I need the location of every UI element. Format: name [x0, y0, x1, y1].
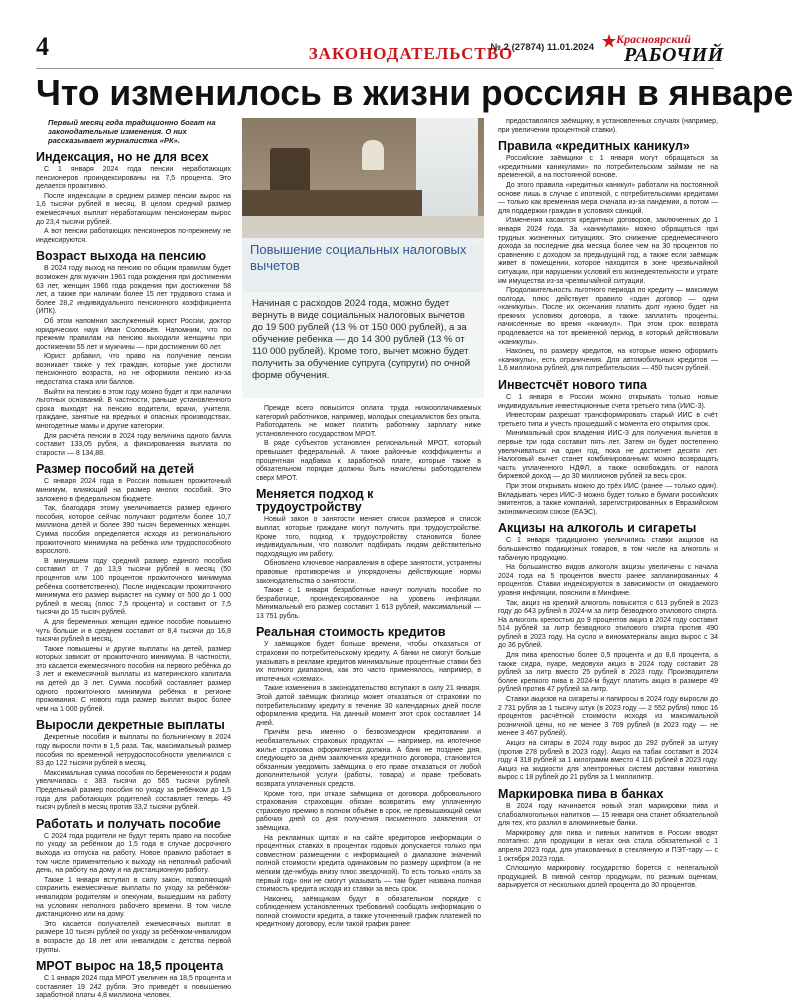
- paragraph: У заёмщиков будет больше времени, чтобы отказаться от страховки по потребительскому кредиту. А банки не смогут больше указывать в рекламе кредитов минимальные процентные ставки без их полного диапазона, как это часто применялось, например, в ипотечных «схемах».: [256, 641, 481, 683]
- photo-caption: Повышение социальных налоговых вычетов: [250, 242, 467, 273]
- paragraph: Выйти на пенсию в этом году можно будет и при наличии льготных оснований. В частности, раньше установленного срока выходят на пенсию водители, врачи, учителя, граждане, занятые на вредных и опасных производствах, многодетные мамы и другие категории.: [36, 388, 231, 431]
- paragraph: С 1 января 2024 года МРОТ увеличен на 18,5 процента и составляет 19 242 рубля. Это приведёт к повышению заработной платы 4,8 миллиона человек.: [36, 975, 231, 1000]
- photo-lamp: [362, 140, 384, 170]
- paragraph: С января 2024 года в России повышен прожиточный минимум, влияющий на размер многих пособий. Это заложено в федеральном бюджете.: [36, 478, 231, 503]
- paragraph: Для пива крепостью более 0,5 процента и до 8,6 процента, а также сидра, пуаре, медовухи акциз в 2024 году составит 28 рублей за литр вместо 25 рублей в 2023 году. Производители более крепкого пива в 2024-м будут платить акциз в размере 49 рублей против 47 рублей за литр.: [498, 652, 718, 694]
- lead-paragraph: Первый месяц года традиционно богат на законодательные изменения. О них рассказывает журналистка «РК».: [48, 118, 216, 145]
- paragraph: С 1 января традиционно увеличились ставки акцизов на большинство подакцизных товаров, в том числе на алкоголь и табачную продукцию.: [498, 537, 718, 562]
- section-heading: Инвестсчёт нового типа: [498, 378, 647, 393]
- paragraph: предоставлялся заёмщику, в установленных случаях (например, при увеличении процентной ставки).: [498, 118, 718, 134]
- paragraph: Новый закон о занятости меняет список размеров и список выплат, которые граждане могут получить при трудоустройстве. Кроме того, подход к трудоустройству становится более индивидуальным, что позволит подбирать людям действительно подходящую им работу.: [256, 516, 481, 558]
- paragraph: Такие изменения в законодательство вступают в силу 21 января. Этой датой заёмщик физлицо может отказаться от страховки по потребительскому кредиту в течение 30 календарных дней после оформления кредита. На данный момент этот срок составляет 14 дней.: [256, 685, 481, 727]
- section-heading: Правила «кредитных каникул»: [498, 139, 690, 154]
- paragraph: Также с 1 января безработные начнут получать пособие по безработице, проиндексированное на уровень инфляции. Минимальный его размер составит 1 613 рублей, максимальный — 13 751 рубль.: [256, 587, 481, 620]
- paragraph: Прежде всего повысится оплата труда низкооплачиваемых категорий работников, например, молодых специалистов без опыта. Работодатель не может платить работнику зарплату ниже установленного государством МРОТ.: [256, 405, 481, 438]
- paragraph: До этого правила «кредитных каникул» работали на постоянной основе лишь в случае с ипотекой, с потребительскими кредитами — только как временная мера сначала из-за пандемии, а потом — для поддержки граждан в условиях санкций.: [498, 181, 718, 215]
- paragraph: Сплошную маркировку государство борется с нелегальной продукцией. В пивной сектор продукции, по разным оценкам, варьируется от нескольких долей процента до 30 процентов.: [498, 865, 718, 890]
- paragraph: В минувшем году средний размер единого пособия составил от 7 до 13,9 тысячи рублей в месяц (50 процентов или 100 процентов прожиточного минимума ребёнка соответственно). После индексации прожиточного минимума его размер вырастет на сумму от 500 до 1 000 рублей в месяц (плюс 7,5 процента) и составит от 7,5 тысячи до 15 тысяч рублей.: [36, 557, 231, 617]
- paragraph: Ставки акцизов на сигареты и папиросы в 2024 году выросли до 2 731 рубля за 1 тысячу штук (в 2023 году — 2 552 рубля) плюс 16 процентов расчётной стоимости исходя из максимальной розничной цены, но не менее 3 709 рублей (в 2023 году — не менее 3 467 рублей).: [498, 696, 718, 738]
- section-heading: Реальная стоимость кредитов: [256, 625, 446, 640]
- issue-info: № 2 (27874) 11.01.2024: [490, 42, 594, 53]
- photo-classroom: [242, 118, 484, 398]
- paragraph: Кроме того, при отказе заёмщика от договора добровольного страхования страховщик обязан возвратить ему уплаченную страховую премию в полном объёме в срок, не превышающий семи рабочих дней со дня получения письменного заявления от заёмщика.: [256, 790, 481, 832]
- paragraph: Так, благодаря этому увеличивается размер единого пособия, которое сейчас получают родители более 10,7 миллиона детей и более 390 тысяч беременных женщин. Сумма пособия определяется исходя из регионального прожиточного минимума на ребёнка или трудоспособного взрослого.: [36, 505, 231, 556]
- paragraph: С 1 января в России можно открывать только новые индивидуальные инвестиционные счета третьего типа (ИИС-3).: [498, 394, 718, 410]
- paragraph: Обновлено ключевое направления в сфере занятости, устранены правовые противоречия и упорядочены действующие нормы законодательства о занятости.: [256, 560, 481, 585]
- section-heading: Маркировка пива в банках: [498, 786, 664, 801]
- paragraph: С 1 января 2024 года пенсии неработающих пенсионеров проиндексированы на 7,5 процента. Это делается проактивно.: [36, 166, 231, 191]
- section-heading: Возраст выхода на пенсию: [36, 249, 207, 264]
- paragraph: В ряде субъектов установлен региональный МРОТ, который превышает федеральный. А также районные коэффициенты и процентная надбавка к заработной плате, которые также в обязательном порядке должны быть начислены работодателем сверх МРОТ.: [256, 440, 481, 482]
- info-box-text: Начиная с расходов 2024 года, можно будет вернуть в виде социальных налоговых вычетов до 19 500 рублей (13 % от 150 000 рублей), а за обучение ребенка — до 14 300 рублей (13 % от 110 000 рублей). Кроме того, вычет можно будет получить за обучение супруга (супруги) по очной форме обучения.: [252, 298, 471, 381]
- paragraph: Продолжительность льготного периода по кредиту — максимум полгода, плюс действует правило «один договор — одни «каникулы». После их окончания платить долг нужно будет на прежних условиях договора, а также заплатить проценты, начисленные во время «каникул». При этом срок возврата продлевается на тот временной период, в который действовали «каникулы».: [498, 287, 718, 346]
- photo-chair: [270, 148, 310, 192]
- info-box: [242, 292, 484, 398]
- section-heading: Работать и получать пособие: [36, 816, 221, 831]
- paragraph: Это касается получателей ежемесячных выплат в размере 10 тысяч рублей по уходу за ребёнком-инвалидом в возрасте до 18 лет или инвалидом с детства первой группы.: [36, 920, 231, 954]
- paragraph: На большинство видов алкоголя акцизы увеличены с начала 2024 года на 5 процентов вместо ранее запланированных 4 процентов. Ставки индексируются в зависимости от ожидаемого уровня инфляции, пояснили в Минфине.: [498, 564, 718, 597]
- paragraph: После индексации в среднем размер пенсии вырос на 1,6 тысячи рублей в месяц. В целом средний размер ежемесячных выплат неработающим пенсионерам вырос до 23,4 тысячи рублей.: [36, 192, 231, 226]
- paragraph: Максимальная сумма пособия по беременности и родам увеличилась с 383 тысячи до 565 тысячи рублей. Предельный размер пособия по уходу за ребёнком до 1,5 года для работающих родителей составляет теперь 49 тысяч рублей в месяц против 33,2 тысячи рублей.: [36, 769, 231, 812]
- page-title: Что изменилось в жизни россиян в январе: [36, 72, 793, 113]
- paragraph: Наконец, по размеру кредитов, на которые можно оформить «каникулы», есть ограничения. Для автомобильных кредитов — 1,6 миллиона рублей, для потребительских — 450 тысяч рублей.: [498, 348, 718, 373]
- page-header: [36, 30, 724, 70]
- column-1: [36, 118, 231, 1000]
- photo-caption-band: [242, 238, 484, 292]
- paragraph: Минимальный срок владения ИИС-3 для получения вычетов в первые три года составит пять лет. Затем он будет постепенно увеличиваться на один год, пока не достигнет десяти лет. Налоговый вычет станет комбинированным: можно возвращать часть уплаченного НДФЛ, а также освобождать от налога биржевой доход — до 30 миллионов рублей за весь срок.: [498, 430, 718, 481]
- paragraph: В 2024 году начинается новый этап маркировки пива и слабоалкогольных напитков — 15 января она станет обязательной для тех, кто разлил в алюминиевые банки.: [498, 802, 718, 828]
- column-2: [256, 405, 481, 971]
- header-divider: [36, 68, 714, 69]
- star-icon: [602, 34, 616, 48]
- paragraph: Так, акциз на крепкий алкоголь повысится с 613 рублей в 2023 году до 643 рублей в 2024-м за литр безводного этилового спирта. На алкоголь крепостью до 9 процентов акциз в 2024 году составит 514 рублей за литр безводного этилового спирта против 490 рублей в 2023 году. На сусло и виноматериалы акциз вырос с 34 до 36 рублей.: [498, 599, 718, 650]
- paragraph: Также повышены и другие выплаты на детей, размер которых зависит от прожиточного минимума. В частности, это касается ежемесячного пособия на первого ребёнка до 3 лет и ежемесячной выплаты из материнского капитала на детей до 3 лет. Сумма пособий составляет размер одного прожиточного минимума ребёнка в регионе проживания. С нового года размер выплат вырос более чем на 1 000 рублей.: [36, 645, 231, 713]
- logo-top-text: Красноярский: [616, 32, 691, 46]
- section-heading: Акцизы на алкоголь и сигареты: [498, 521, 697, 536]
- paragraph: Акциз на сигары в 2024 году вырос до 292 рублей за штуку (против 278 рублей в 2023 году). Акциз на табак составит в 2024 году 4 318 рублей за 1 килограмм вместо 4 116 рублей в 2023 году. Акциз на жидкости для электронных систем доставки никотина вырос с 18 рублей до 21 рубля за 1 миллилитр.: [498, 740, 718, 782]
- section-heading: Меняется подход к трудоустройству: [256, 487, 374, 515]
- paragraph: Наконец, заёмщикам будут в обязательном порядке с соблюдением установленных требований сообщать информацию о полной стоимости кредита, а также уточненный график платежей по кредитному договору, если такой график ранее: [256, 895, 481, 929]
- logo-main-text: РАБОЧИЙ: [624, 44, 724, 66]
- page-number: 4: [36, 32, 49, 61]
- paragraph: Об этом напомнил заслуженный юрист России, доктор юридических наук Иван Соловьёв. Напомним, что по прежним правилам на пенсию выходили женщины при достижении 55 лет и мужчины — при достижении 60 лет.: [36, 317, 231, 351]
- newspaper-logo: [602, 32, 724, 66]
- paragraph: В 2024 году выход на пенсию по общим правилам будет возможен для мужчин 1961 года рождения при достижении 63 лет, женщин 1966 года рождения при достижении 58 лет, а также при наличии более 15 лет трудового стажа и более 28,2 индивидуального пенсионного коэффициента (ИПК).: [36, 265, 231, 316]
- paragraph: Также 1 января вступил в силу закон, позволяющий сохранить ежемесячные выплаты по уходу за ребёнком-инвалидом родителям и опекунам, вышедшим на работу на условиях неполного рабочего времени. В том числе дистанционно или на дому.: [36, 876, 231, 919]
- paragraph: Инвесторам разрешат трансформировать старый ИИС в счёт третьего типа и учесть прошедший с момента его открытия срок.: [498, 412, 718, 428]
- paragraph: Причём речь именно о безвозмездном кредитовании и необязательных страховых продуктах — например, на ипотечное жилье страховка оформляется должна. А банк не позднее дня, следующего за днём заключения кредитного договора, становится обязанным уведомить заёмщика о его праве отказаться от любой дополнительной услуги (работы, товара) и праве требовать возврата уплаченных средств.: [256, 729, 481, 788]
- paragraph: С 2024 года родители не будут терять право на пособие по уходу за ребёнком до 1,5 года в случае досрочного выхода из отпуска на работу. Новое правило работает в том числе применительно к выходу на неполный рабочий день, на работу на дому и на дистанционную работу.: [36, 832, 231, 875]
- paragraph: При этом открывать можно до трёх ИИС (ранее — только один). Вкладывать через ИИС-3 можно будет только в бумаги российских эмитентов, а также компаний, зарегистрированных в Евразийском экономическом союзе (ЕАЭС).: [498, 482, 718, 516]
- section-heading: МРОТ вырос на 18,5 процента: [36, 959, 224, 974]
- section-heading: Выросли декретные выплаты: [36, 718, 225, 733]
- section-heading: Размер пособий на детей: [36, 462, 195, 477]
- paragraph: А для беременных женщин единое пособие повышено чуть больше и в среднем составит от 8,4 тысячи до 16,8 тысячи рублей в месяц.: [36, 618, 231, 644]
- paragraph: На рекламных щитах и на сайте кредиторов информации о процентных ставках в процентах годовых допускается только при совместном размещении с информацией о диапазоне значений полной стоимости кредита одинаковым по размеру шрифтом (а не мелким где-нибудь внизу плюс звездочкой). То есть только «нолъ за первый год» они не смогут указывать — там будет названа полная стоимость кредита исходя из ставки за весь срок.: [256, 834, 481, 894]
- paragraph: Декретные пособия и выплаты по больничному в 2024 году выросли почти в 1,5 раза. Так, максимальный размер пособия по временной нетрудоспособности увеличился с 83 до 122 тысячи рублей в месяц.: [36, 734, 231, 768]
- paragraph: Российские заёмщики с 1 января могут обращаться за «кредитными каникулами» по потребительским займам не на временной, а на постоянной основе.: [498, 155, 718, 180]
- section-rubric: ЗАКОНОДАТЕЛЬСТВО: [308, 44, 514, 63]
- paragraph: Для расчёта пенсии в 2024 году величина одного балла составит 133,05 рубля, а фиксированная выплата по старости — 8 134,88.: [36, 432, 231, 457]
- paragraph: А вот пенсии работающих пенсионеров по-прежнему не индексируются.: [36, 228, 231, 244]
- photo-desk: [242, 190, 422, 216]
- paragraph: Юрист добавил, что право на получение пенсии возникает также у тех граждан, которые уже достигли пенсионного возраста, но не оформили пенсию из-за недостатка стажа или баллов.: [36, 353, 231, 387]
- section-heading: Индексация, но не для всех: [36, 150, 209, 164]
- column-3: [498, 118, 718, 970]
- paragraph: Изменения касаются кредитных договоров, заключенных до 1 января 2024 года. За «каникулами» можно обращаться при трудных жизненных ситуациях. Это снижение среднемесячного дохода за последние два месяца более чем на 30 процентов по сравнению с доходом за предыдущий год, а также если заёмщик живет в помещении, которое находится в зоне чрезвычайной ситуации, при нарушении условий его жизнедеятельности и утрате им имущества из-за чрезвычайной ситуации.: [498, 217, 718, 285]
- paragraph: Маркировку для пива и пивных напитков в России вводят поэтапно: для продукции в кегах она стала обязательной с 1 апреля 2023 года, для упакованных в стеклянную и ПЭТ-тару — с 1 октября 2023 года.: [498, 829, 718, 863]
